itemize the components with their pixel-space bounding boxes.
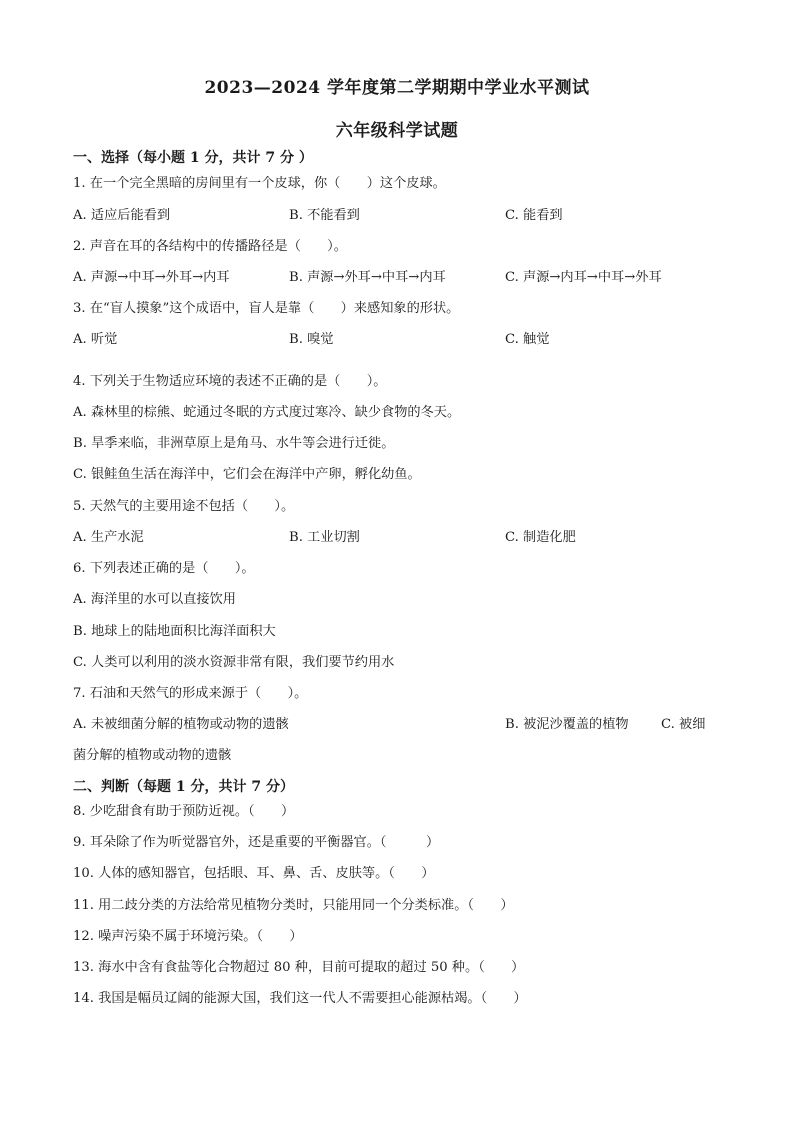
question-11: 11. 用二歧分类的方法给常见植物分类时，只能用同一个分类标准。（ ） xyxy=(73,898,514,913)
q7-option-c: C. 被细 xyxy=(661,717,706,732)
question-2: 2. 声音在耳的各结构中的传播路径是（ ）。 xyxy=(73,239,347,254)
q6-option-c: C. 人类可以利用的淡水资源非常有限，我们要节约用水 xyxy=(73,655,395,670)
q6-option-a: A. 海洋里的水可以直接饮用 xyxy=(73,592,236,607)
section-heading-judge: 二、判断（每题 1 分，共计 7 分） xyxy=(73,779,294,795)
question-14: 14. 我国是幅员辽阔的能源大国，我们这一代人不需要担心能源枯竭。（ ） xyxy=(73,991,527,1006)
q3-option-b: B. 嗅觉 xyxy=(289,332,334,347)
question-8: 8. 少吃甜食有助于预防近视。（ ） xyxy=(73,804,295,819)
question-3: 3. 在“盲人摸象”这个成语中，盲人是靠（ ）来感知象的形状。 xyxy=(73,301,460,316)
question-6: 6. 下列表述正确的是（ ）。 xyxy=(73,561,255,576)
q7-option-b: B. 被泥沙覆盖的植物 xyxy=(505,717,629,732)
question-13: 13. 海水中含有食盐等化合物超过 80 种，目前可提取的超过 50 种。（ ） xyxy=(73,960,525,975)
q1-option-c: C. 能看到 xyxy=(505,208,563,223)
q3-option-a: A. 听觉 xyxy=(73,332,118,347)
section-heading-choice: 一、选择（每小题 1 分，共计 7 分 ） xyxy=(73,150,313,166)
q1-option-b: B. 不能看到 xyxy=(289,208,360,223)
exam-title: 2023—2024 学年度第二学期期中学业水平测试 xyxy=(204,78,590,98)
q2-option-b: B. 声源→外耳→中耳→内耳 xyxy=(289,270,446,285)
question-4: 4. 下列关于生物适应环境的表述不正确的是（ ）。 xyxy=(73,374,387,389)
q7-option-c-continued: 菌分解的植物或动物的遗骸 xyxy=(73,748,232,763)
q7-option-a: A. 未被细菌分解的植物或动物的遗骸 xyxy=(73,717,289,732)
q6-option-b: B. 地球上的陆地面积比海洋面积大 xyxy=(73,624,276,639)
q2-option-a: A. 声源→中耳→外耳→内耳 xyxy=(73,270,230,285)
question-10: 10. 人体的感知器官，包括眼、耳、鼻、舌、皮肤等。（ ） xyxy=(73,866,435,881)
q4-option-b: B. 旱季来临，非洲草原上是角马、水牛等会进行迁徙。 xyxy=(73,436,395,451)
q4-option-c: C. 银鲑鱼生活在海洋中，它们会在海洋中产卵，孵化幼鱼。 xyxy=(73,467,421,482)
exam-subtitle: 六年级科学试题 xyxy=(335,121,459,141)
question-12: 12. 噪声污染不属于环境污染。（ ） xyxy=(73,929,303,944)
question-5: 5. 天然气的主要用途不包括（ ）。 xyxy=(73,499,295,514)
question-7: 7. 石油和天然气的形成来源于（ ）。 xyxy=(73,686,308,701)
question-9: 9. 耳朵除了作为听觉器官外，还是重要的平衡器官。（ ） xyxy=(73,835,440,850)
question-1: 1. 在一个完全黑暗的房间里有一个皮球，你（ ）这个皮球。 xyxy=(73,176,446,191)
q5-option-c: C. 制造化肥 xyxy=(505,530,576,545)
q5-option-a: A. 生产水泥 xyxy=(73,530,144,545)
q4-option-a: A. 森林里的棕熊、蛇通过冬眠的方式度过寒冷、缺少食物的冬天。 xyxy=(73,405,461,420)
q3-option-c: C. 触觉 xyxy=(505,332,550,347)
q1-option-a: A. 适应后能看到 xyxy=(73,208,171,223)
q5-option-b: B. 工业切割 xyxy=(289,530,360,545)
q2-option-c: C. 声源→内耳→中耳→外耳 xyxy=(505,270,662,285)
